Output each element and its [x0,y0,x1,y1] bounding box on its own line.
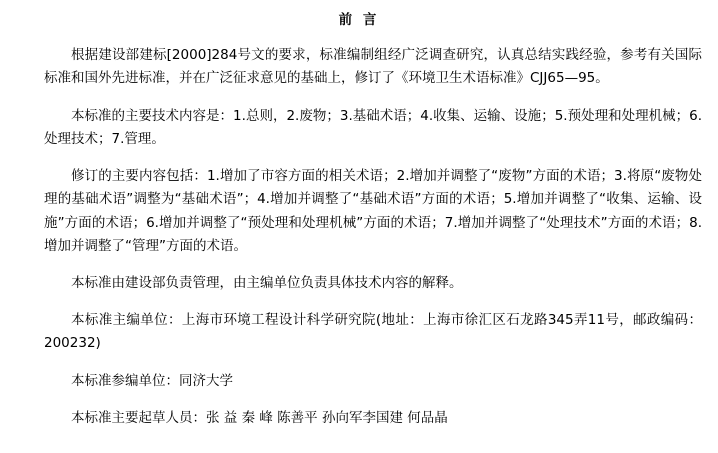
page-title: 前 言 [338,12,380,28]
paragraph-3: 修订的主要内容包括：1.增加了市容方面的相关术语；2.增加并调整了“废物”方面的术语；3.将原“废物处理的基础术语”调整为“基础术语”；4.增加并调整了“基础术语”方面的术语；5.增加并调整了“收集、运输、设施”方面的术语；6.增加并调整了“预处理和处理机械”方面的术语；7.增加并调整了“处理技术”方面的术语；8.增加并调整了“管理”方面的术语。 [44,168,702,254]
paragraph-4: 本标准由建设部负责管理，由主编单位负责具体技术内容的解释。 [71,274,463,291]
paragraph-7: 本标准主要起草人员：张 益 秦 峰 陈善平 孙向军李国建 何品晶 [71,409,448,426]
paragraph-6: 本标准参编单位：同济大学 [71,372,233,389]
paragraph-1: 根据建设部建标[2000]284号文的要求，标准编制组经广泛调查研究，认真总结实践经验，参考有关国际标准和国外先进标准，并在广泛征求意见的基础上，修订了《环境卫生术语标准》CJJ65—95。 [44,47,702,87]
paragraph-2: 本标准的主要技术内容是：1.总则，2.废物；3.基础术语；4.收集、运输、设施；5.预处理和处理机械；6.处理技术；7.管理。 [44,107,702,147]
paragraph-5: 本标准主编单位：上海市环境工程设计科学研究院(地址：上海市徐汇区石龙路345弄11号，邮政编码：200232) [44,312,702,352]
